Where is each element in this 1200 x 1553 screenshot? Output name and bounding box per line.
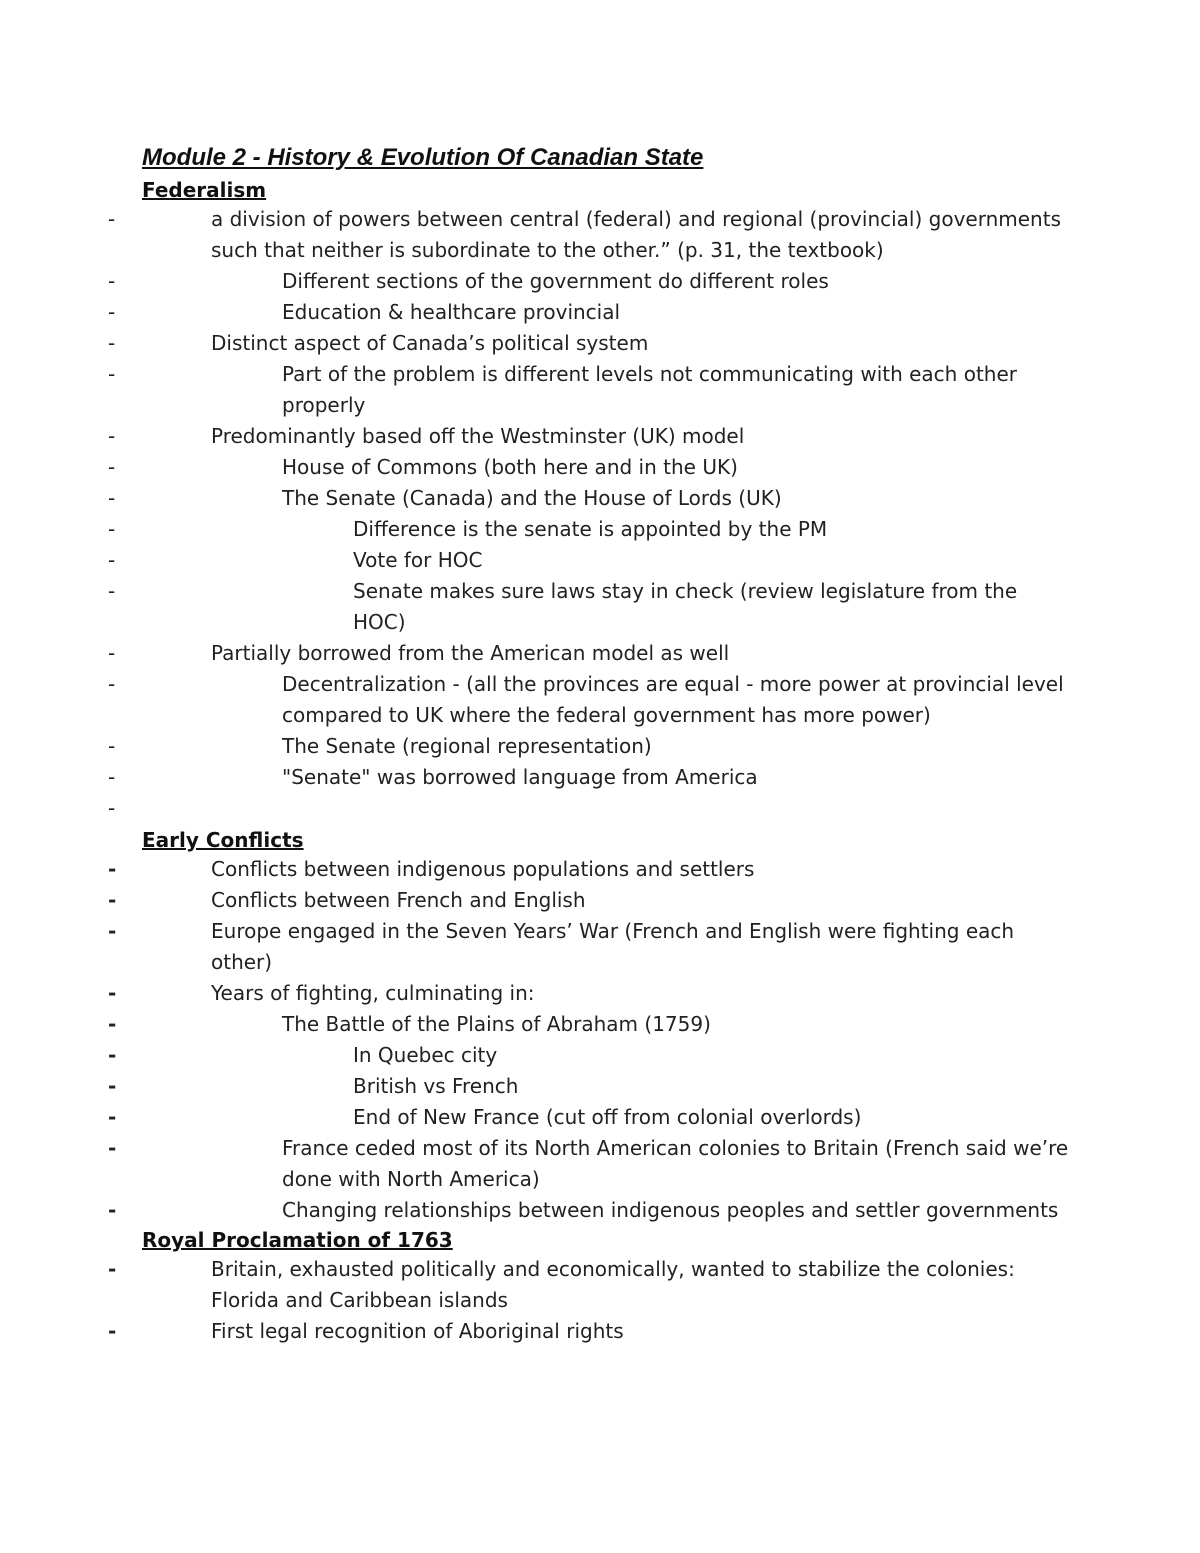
royal-proclamation-list [142, 1254, 1072, 1347]
list-item: - Vote for HOC [142, 545, 1072, 576]
list-item: - Conflicts between French and English [142, 885, 1072, 916]
section-heading-federalism: Federalism [142, 178, 267, 202]
list-item: - House of Commons (both here and in the UK) [142, 452, 1072, 483]
list-item: - France ceded most of its North American colonies to Britain (French said we’re done with North America) [142, 1133, 1072, 1195]
list-item: - Education & healthcare provincial [142, 297, 1072, 328]
list-item: - Distinct aspect of Canada’s political system [142, 328, 1072, 359]
section-heading-royal-proclamation: Royal Proclamation of 1763 [142, 1228, 453, 1252]
federalism-list [142, 204, 1072, 824]
list-item: - Changing relationships between indigenous peoples and settler governments [142, 1195, 1072, 1226]
list-item: - Europe engaged in the Seven Years’ War (French and English were fighting each other) [142, 916, 1072, 978]
list-item: - Predominantly based off the Westminster (UK) model [142, 421, 1072, 452]
list-item: - Years of fighting, culminating in: [142, 978, 1072, 1009]
list-item: - End of New France (cut off from colonial overlords) [142, 1102, 1072, 1133]
list-item: - "Senate" was borrowed language from America [142, 762, 1072, 793]
list-item: - Conflicts between indigenous populations and settlers [142, 854, 1072, 885]
list-item: - British vs French [142, 1071, 1072, 1102]
list-item: - Different sections of the government do different roles [142, 266, 1072, 297]
list-item: - The Senate (Canada) and the House of Lords (UK) [142, 483, 1072, 514]
list-item: - Decentralization - (all the provinces are equal - more power at provincial level compared to UK where the federal government has more power) [142, 669, 1072, 731]
list-item: - Senate makes sure laws stay in check (review legislature from the HOC) [142, 576, 1072, 638]
early-conflicts-list [142, 854, 1072, 1226]
list-item: - The Battle of the Plains of Abraham (1759) [142, 1009, 1072, 1040]
list-item: - a division of powers between central (federal) and regional (provincial) governments such that neither is subordinate to the other.” (p. 31, the textbook) [142, 204, 1072, 266]
document-page [142, 140, 1072, 1347]
list-item: - Partially borrowed from the American model as well [142, 638, 1072, 669]
section-heading-early-conflicts: Early Conflicts [142, 828, 304, 852]
list-item: - Part of the problem is different levels not communicating with each other properly [142, 359, 1072, 421]
list-item: - In Quebec city [142, 1040, 1072, 1071]
empty-list-item [142, 793, 1072, 824]
list-item: - The Senate (regional representation) [142, 731, 1072, 762]
page-title: Module 2 - History & Evolution Of Canadian State [142, 144, 704, 171]
list-item: - First legal recognition of Aboriginal rights [142, 1316, 1072, 1347]
list-item: - Britain, exhausted politically and economically, wanted to stabilize the colonies: Florida and Caribbean islands [142, 1254, 1072, 1316]
list-item: - Difference is the senate is appointed by the PM [142, 514, 1072, 545]
